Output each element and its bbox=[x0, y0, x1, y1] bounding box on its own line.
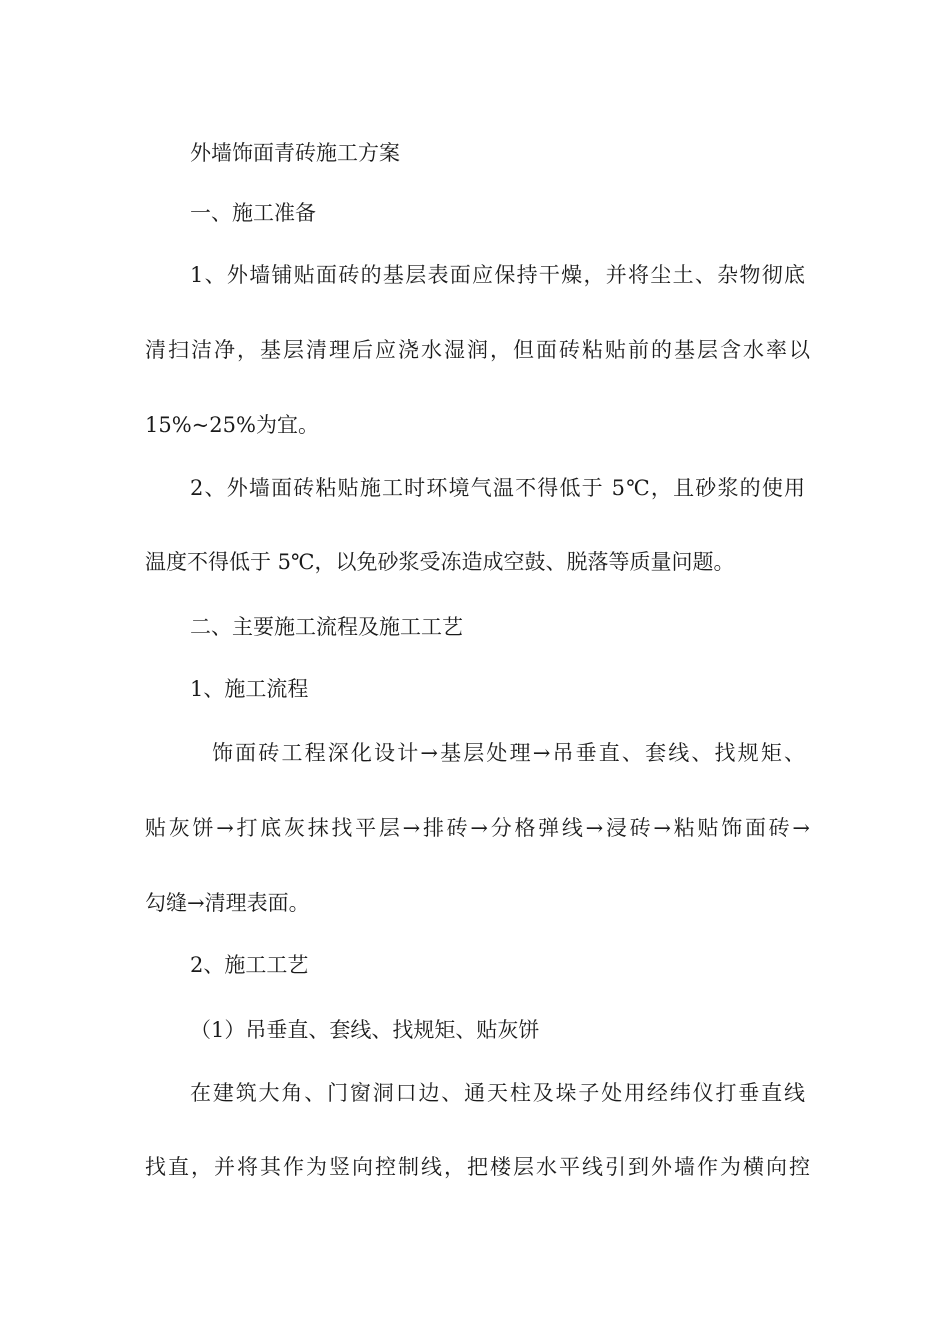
section-heading-preparation: 一、施工准备 bbox=[190, 201, 316, 225]
document-title: 外墙饰面青砖施工方案 bbox=[190, 141, 400, 165]
paragraph-line: 2、外墙面砖粘贴施工时环境气温不得低于 5℃，且砂浆的使用 bbox=[190, 476, 805, 500]
paragraph-line: 勾缝→清理表面。 bbox=[145, 891, 310, 915]
step-heading: （1）吊垂直、套线、找规矩、贴灰饼 bbox=[190, 1018, 540, 1042]
paragraph-line: 饰面砖工程深化设计→基层处理→吊垂直、套线、找规矩、 bbox=[212, 741, 805, 765]
paragraph-line: 1、外墙铺贴面砖的基层表面应保持干燥，并将尘土、杂物彻底 bbox=[190, 263, 805, 287]
paragraph-line: 在建筑大角、门窗洞口边、通天柱及垛子处用经纬仪打垂直线 bbox=[190, 1081, 805, 1105]
section-heading-process: 二、主要施工流程及施工工艺 bbox=[190, 615, 463, 639]
paragraph-line: 找直，并将其作为竖向控制线，把楼层水平线引到外墙作为横向控 bbox=[145, 1155, 810, 1179]
paragraph-line: 15%~25%为宜。 bbox=[145, 413, 319, 437]
paragraph-line: 清扫洁净，基层清理后应浇水湿润，但面砖粘贴前的基层含水率以 bbox=[145, 338, 810, 362]
paragraph-line: 贴灰饼→打底灰抹找平层→排砖→分格弹线→浸砖→粘贴饰面砖→ bbox=[145, 816, 810, 840]
subsection-heading-flow: 1、施工流程 bbox=[190, 677, 309, 701]
paragraph-line: 温度不得低于 5℃，以免砂浆受冻造成空鼓、脱落等质量问题。 bbox=[145, 550, 735, 574]
subsection-heading-technique: 2、施工工艺 bbox=[190, 953, 309, 977]
